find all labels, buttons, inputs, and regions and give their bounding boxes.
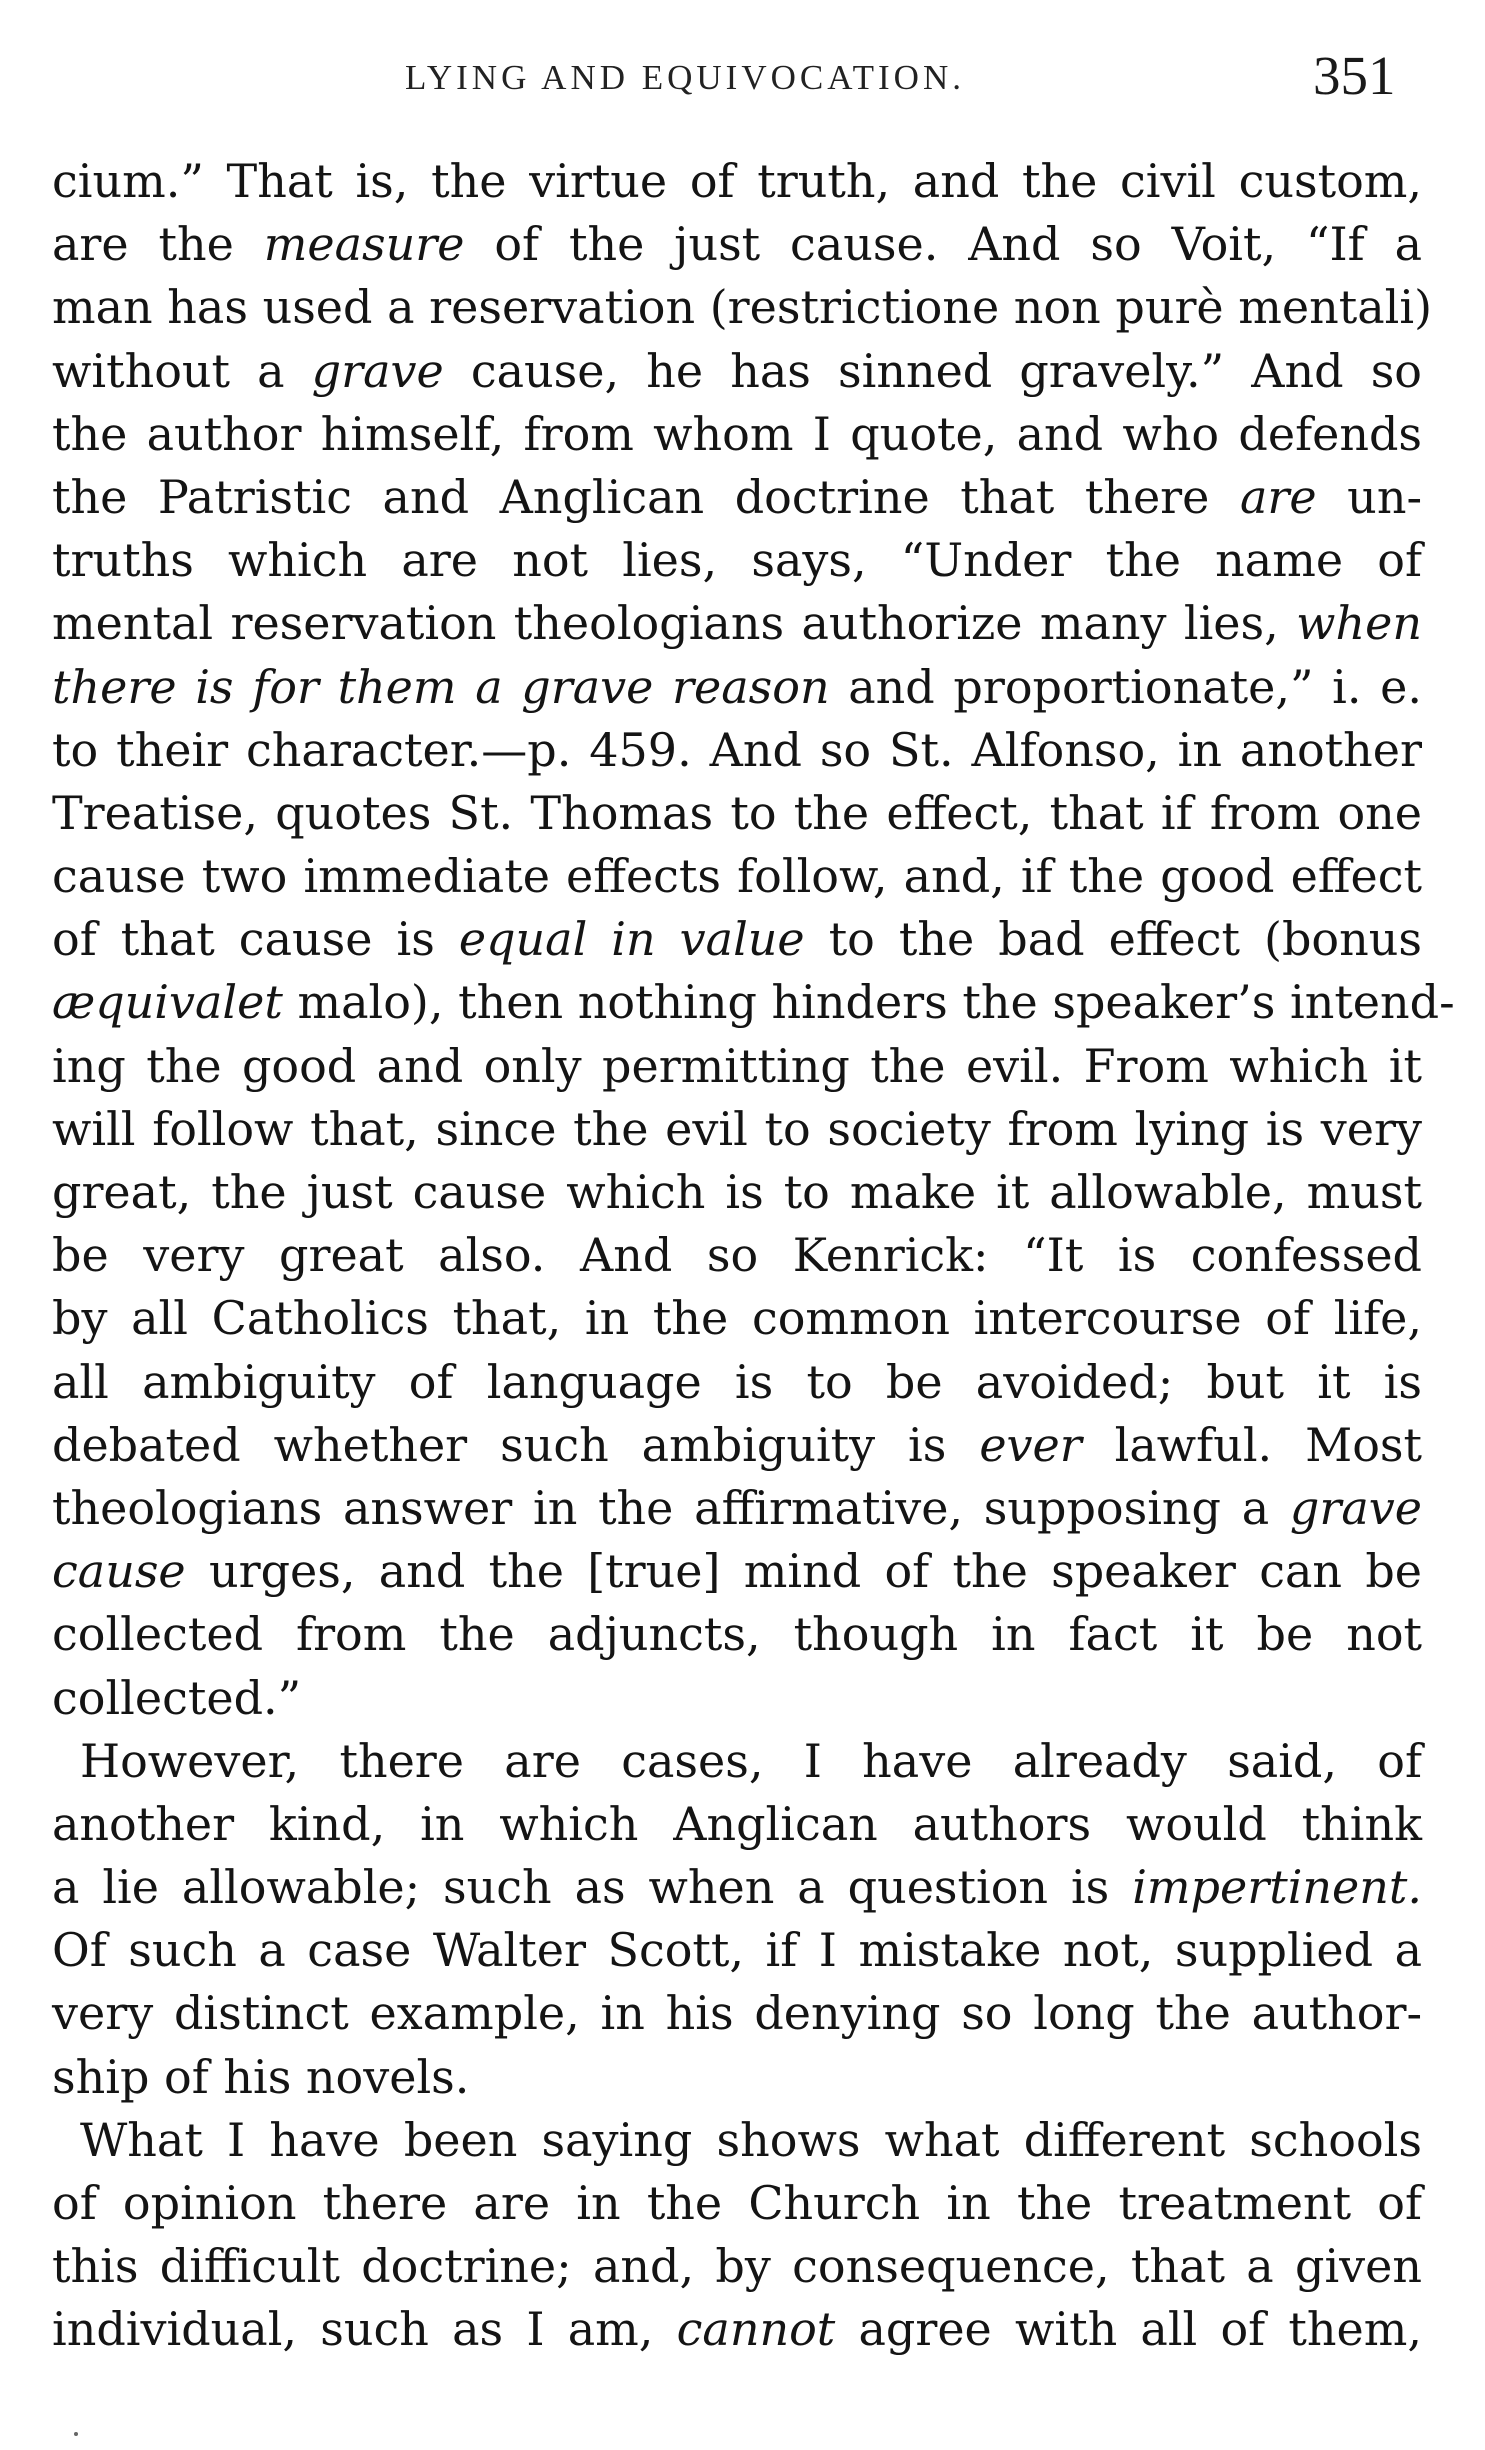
text-line: cause urges, and the [true] mind of the speaker can be	[52, 1544, 1422, 1599]
text-line: to their character.—p. 459. And so St. Alfonso, in another	[52, 722, 1422, 777]
text-line: another kind, in which Anglican authors would think	[52, 1796, 1422, 1851]
text-line: collected from the adjuncts, though in fact it be not	[52, 1607, 1422, 1662]
text-line: are the measure of the just cause. And so Voit, “If a	[52, 217, 1422, 272]
page-number: 351	[1313, 45, 1396, 106]
text-line: great, the just cause which is to make it allowable, must	[52, 1165, 1422, 1219]
text-line: Of such a case Walter Scott, if I mistake not, supplied a	[52, 1923, 1422, 1978]
text-line: the Patristic and Anglican doctrine that there are un-	[52, 469, 1422, 524]
text-line: However, there are cases, I have already said, of	[80, 1733, 1422, 1788]
text-line: debated whether such ambiguity is ever lawful. Most	[52, 1417, 1422, 1472]
text-line: collected.”	[52, 1670, 302, 1725]
paragraph-3	[52, 2109, 1422, 2362]
text-line: a lie allowable; such as when a question is impertinent.	[52, 1860, 1422, 1915]
text-line: æquivalet malo), then nothing hinders the speaker’s intend-	[52, 975, 1455, 1030]
paragraph-1	[52, 150, 1455, 1730]
paragraph-2	[52, 1730, 1422, 2109]
text-line: mental reservation theologians authorize many lies, when	[52, 596, 1422, 651]
text-line: truths which are not lies, says, “Under the name of	[52, 533, 1422, 588]
running-title: LYING AND EQUIVOCATION.	[405, 58, 965, 97]
text-line: Treatise, quotes St. Thomas to the effect, that if from one	[52, 785, 1422, 840]
text-line: be very great also. And so Kenrick: “It is confessed	[52, 1228, 1422, 1283]
text-line: man has used a reservation (restrictione non purè mentali)	[52, 280, 1433, 335]
text-line: there is for them a grave reason and proportionate,” i. e.	[52, 659, 1422, 714]
text-line: without a grave cause, he has sinned gravely.” And so	[52, 343, 1422, 398]
text-line: will follow that, since the evil to society from lying is very	[52, 1101, 1422, 1156]
scan-speck	[74, 2432, 78, 2436]
text-line: the author himself, from whom I quote, and who defends	[52, 406, 1422, 461]
text-line: of opinion there are in the Church in the treatment of	[52, 2176, 1422, 2230]
page-header	[0, 40, 1485, 130]
text-line: What I have been saying shows what different schools	[80, 2112, 1422, 2167]
text-line: very distinct example, in his denying so long the author-	[52, 1986, 1422, 2041]
text-line: ing the good and only permitting the evil. From which it	[52, 1038, 1422, 1093]
text-line: this difficult doctrine; and, by consequence, that a given	[52, 2239, 1422, 2294]
text-line: of that cause is equal in value to the bad effect (bonus	[52, 912, 1422, 967]
text-line: cium.” That is, the virtue of truth, and the civil custom,	[52, 154, 1422, 208]
text-line: individual, such as I am, cannot agree with all of them,	[52, 2302, 1422, 2357]
text-line: all ambiguity of language is to be avoided; but it is	[52, 1354, 1422, 1409]
text-line: theologians answer in the affirmative, supposing a grave	[52, 1480, 1422, 1535]
text-line: by all Catholics that, in the common intercourse of life,	[52, 1291, 1422, 1346]
text-line: ship of his novels.	[52, 2049, 470, 2104]
body-text	[52, 150, 1455, 2362]
text-line: cause two immediate effects follow, and, if the good effect	[52, 849, 1422, 904]
